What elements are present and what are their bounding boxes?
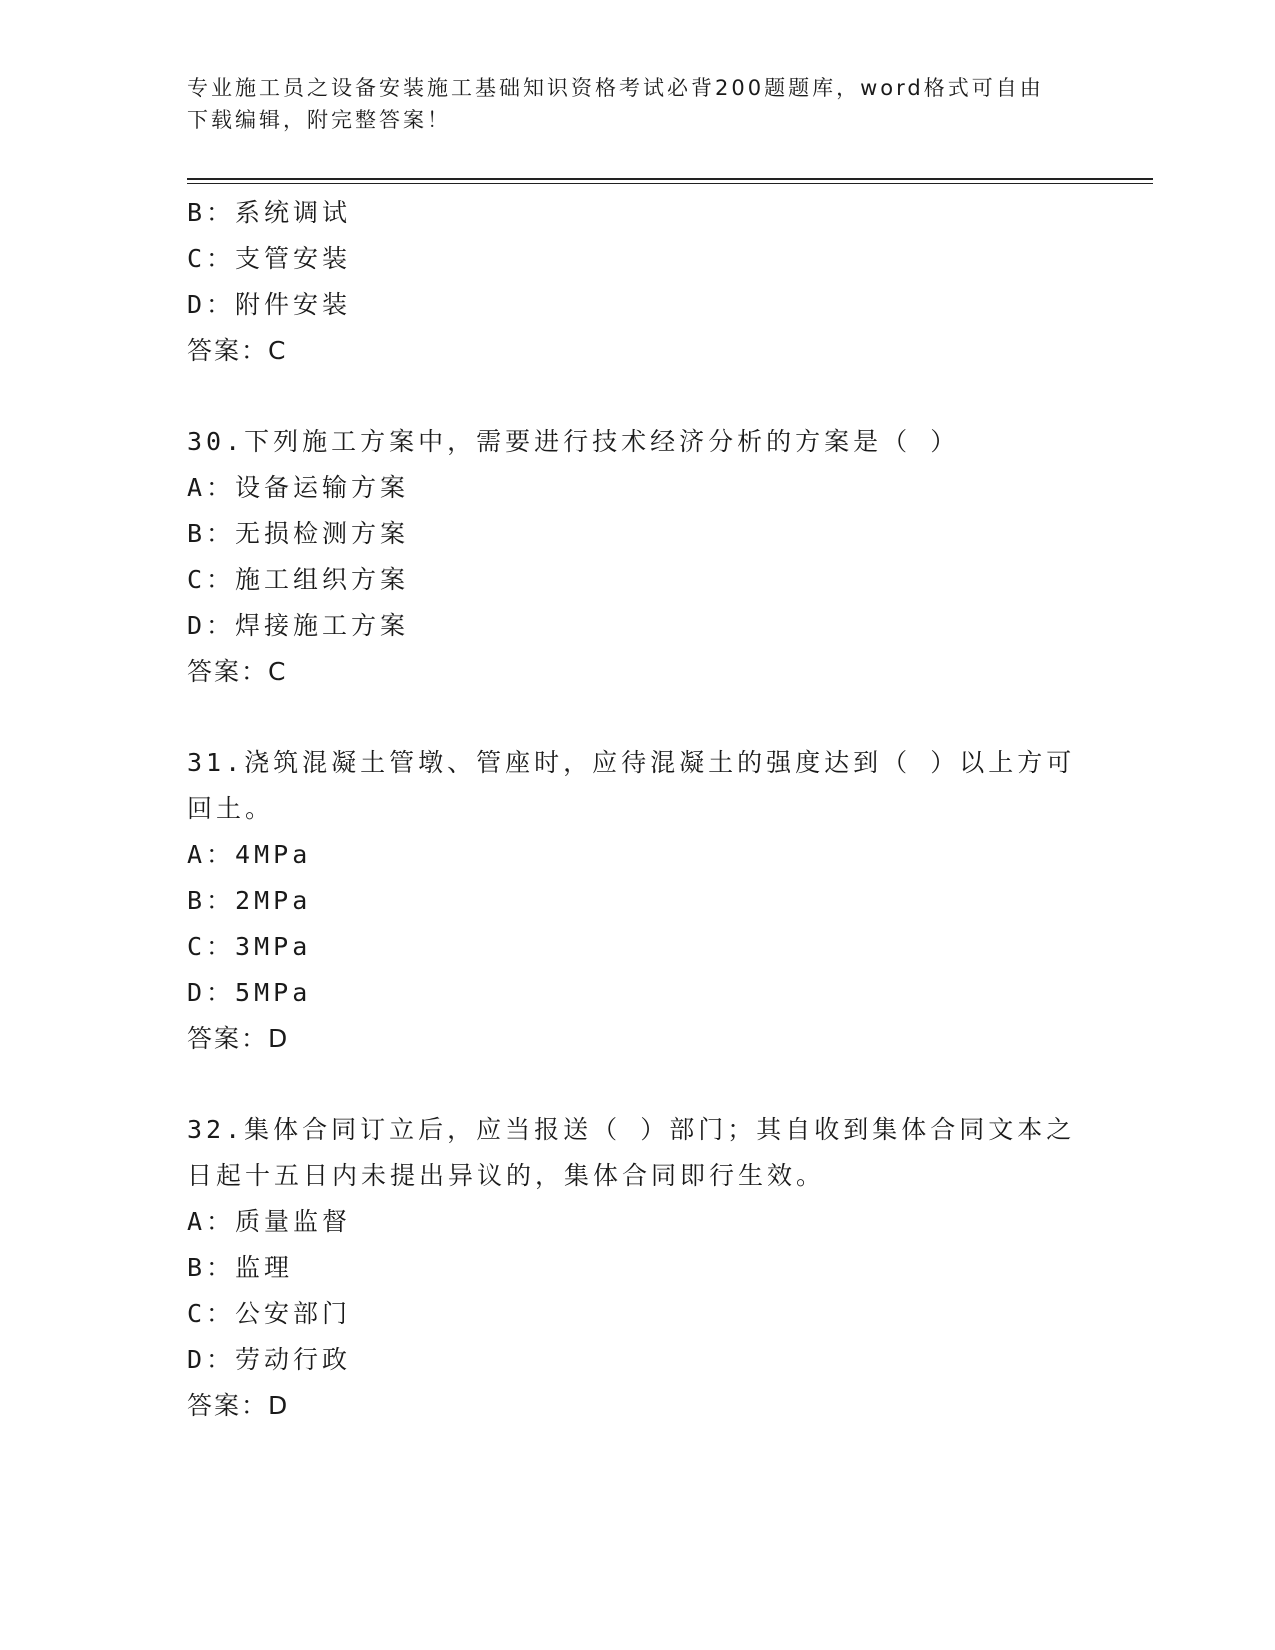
- question-32: [187, 1107, 1087, 1429]
- header-line-2: 下载编辑，附完整答案！: [187, 108, 451, 132]
- option-d: D：劳动行政: [187, 1345, 352, 1374]
- option-d: D：附件安装: [187, 290, 352, 319]
- question-stem: 30.下列施工方案中，需要进行技术经济分析的方案是（ ）: [187, 427, 960, 456]
- question-29-continued: [187, 190, 1087, 374]
- answer-line: 答案：C: [187, 657, 288, 686]
- question-31: [187, 740, 1087, 1062]
- option-a: A：质量监督: [187, 1207, 352, 1236]
- option-b: B：2MPa: [187, 886, 312, 915]
- option-b: B：监理: [187, 1253, 294, 1282]
- question-stem: 32.集体合同订立后，应当报送（ ）部门；其自收到集体合同文本之: [187, 1115, 1076, 1144]
- header-divider-thin: [187, 183, 1153, 184]
- option-b: B：无损检测方案: [187, 519, 410, 548]
- question-list: [187, 190, 1087, 1429]
- question-stem: 31.浇筑混凝土管墩、管座时，应待混凝土的强度达到（ ）以上方可: [187, 748, 1076, 777]
- answer-line: 答案：D: [187, 1391, 290, 1420]
- option-d: D：5MPa: [187, 978, 312, 1007]
- option-c: C：施工组织方案: [187, 565, 410, 594]
- question-stem-continued: 日起十五日内未提出异议的，集体合同即行生效。: [187, 1161, 826, 1190]
- option-c: C：3MPa: [187, 932, 312, 961]
- answer-line: 答案：D: [187, 1024, 290, 1053]
- option-b: B：系统调试: [187, 198, 352, 227]
- option-d: D：焊接施工方案: [187, 611, 410, 640]
- header-divider-thick: [187, 178, 1153, 180]
- header-line-1: 专业施工员之设备安装施工基础知识资格考试必背200题题库，word格式可自由: [187, 76, 1044, 100]
- spacer: [187, 374, 1087, 419]
- option-a: A：4MPa: [187, 840, 312, 869]
- question-30: [187, 419, 1087, 695]
- answer-line: 答案：C: [187, 336, 288, 365]
- spacer: [187, 1062, 1087, 1107]
- document-header: [187, 72, 1067, 136]
- option-a: A：设备运输方案: [187, 473, 410, 502]
- option-c: C：支管安装: [187, 244, 352, 273]
- spacer: [187, 695, 1087, 740]
- question-stem-continued: 回土。: [187, 794, 275, 823]
- option-c: C：公安部门: [187, 1299, 352, 1328]
